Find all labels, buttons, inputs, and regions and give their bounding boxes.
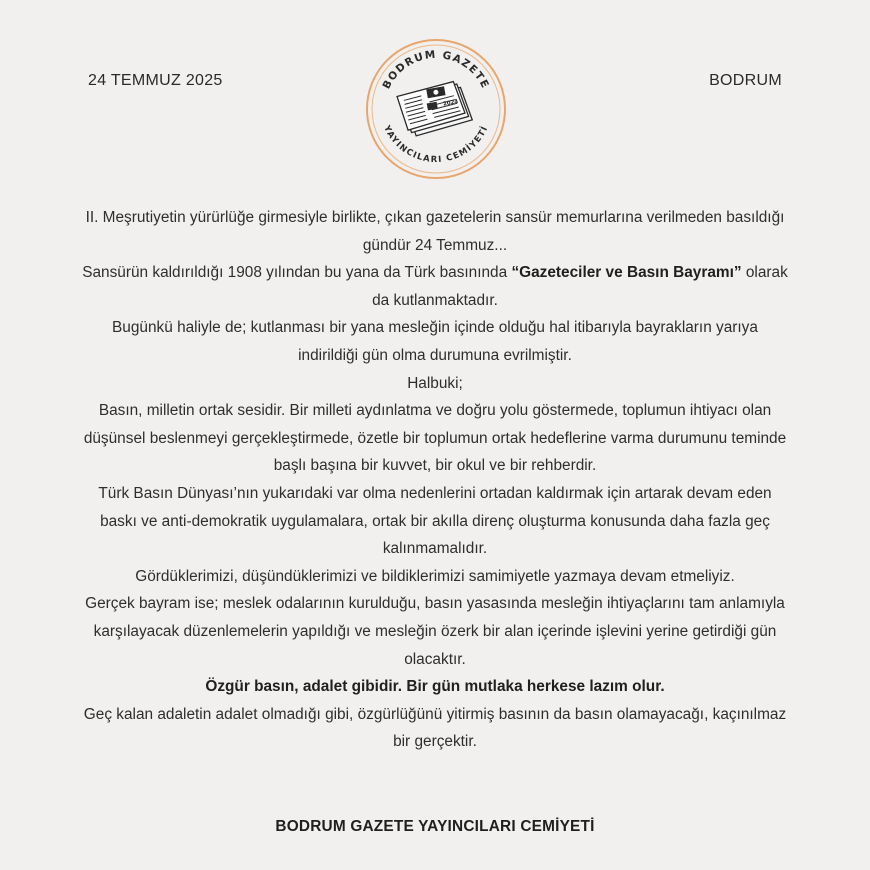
bodrum-gazete-logo: [363, 36, 509, 182]
paragraph-10: Geç kalan adaletin adalet olmadığı gibi, özgürlüğünü yitirmiş basının da basın olamayacağı, kaçınılmaz bir gerçektir.: [83, 705, 787, 751]
press-statement: [80, 204, 790, 756]
svg-text:BODRUM GAZETE: [381, 49, 492, 91]
paragraph-8: Gerçek bayram ise; meslek odalarının kurulduğu, basın yasasında mesleğin ihtiyaçlarını tam anlamıyla karşılayacak düzenlemelerin yapıldığı ve mesleğin özerk bir alan içerinde işlevini yerine getirdiği gün olacaktır.: [85, 595, 785, 668]
paragraph-4: Halbuki;: [407, 374, 463, 392]
paragraph-2: Sansürün kaldırıldığı 1908 yılından bu yana da Türk basınında “Gazeteciler ve Basın Bayramı” olarak da kutlanmaktadır.: [82, 264, 788, 309]
header-place: BODRUM: [709, 72, 782, 89]
paragraph-5: Basın, milletin ortak sesidir. Bir milleti aydınlatma ve doğru yolu göstermede, toplumun ihtiyacı olan düşünsel beslenmeyi gerçekleştirmede, özetle bir toplumun ortak hedeflerine varma durumunu teminde başlı başına bir kuvvet, bir okul ve bir rehberdir.: [83, 402, 787, 475]
paragraph-3: Bugünkü haliyle de; kutlanması bir yana mesleğin içinde olduğu hal itibarıyla bayrakların yarıya indirildiği gün olma durumuna evrilmiştir.: [112, 319, 758, 364]
newspaper-year: 2024: [442, 99, 459, 108]
header-date: 24 TEMMUZ 2025: [88, 72, 223, 89]
paragraph-6: Türk Basın Dünyası’nın yukarıdaki var olma nedenlerini ortadan kaldırmak için artarak devam eden baskı ve anti-demokratik uygulamalara, ortak bir akılla direnç oluşturma konusunda daha fazla geç kalınmamalıdır.: [98, 484, 772, 558]
newspaper-icon: [363, 36, 509, 182]
logo-top-text: BODRUM GAZETE: [380, 48, 492, 92]
logo-bottom-text: YAYINCILARI CEMİYETİ: [381, 124, 491, 166]
paragraph-7: Gördüklerimizi, düşündüklerimizi ve bildiklerimizi samimiyetle yazmaya devam etmeliyiz.: [135, 567, 735, 585]
signature: BODRUM GAZETE YAYINCILARI CEMİYETİ: [275, 818, 595, 835]
paragraph-1: II. Meşrutiyetin yürürlüğe girmesiyle birlikte, çıkan gazetelerin sansür memurlarına verilmeden basıldığı gündür 24 Temmuz...: [85, 209, 785, 254]
paragraph-9-bold: Özgür basın, adalet gibidir. Bir gün mutlaka herkese lazım olur.: [205, 678, 665, 696]
